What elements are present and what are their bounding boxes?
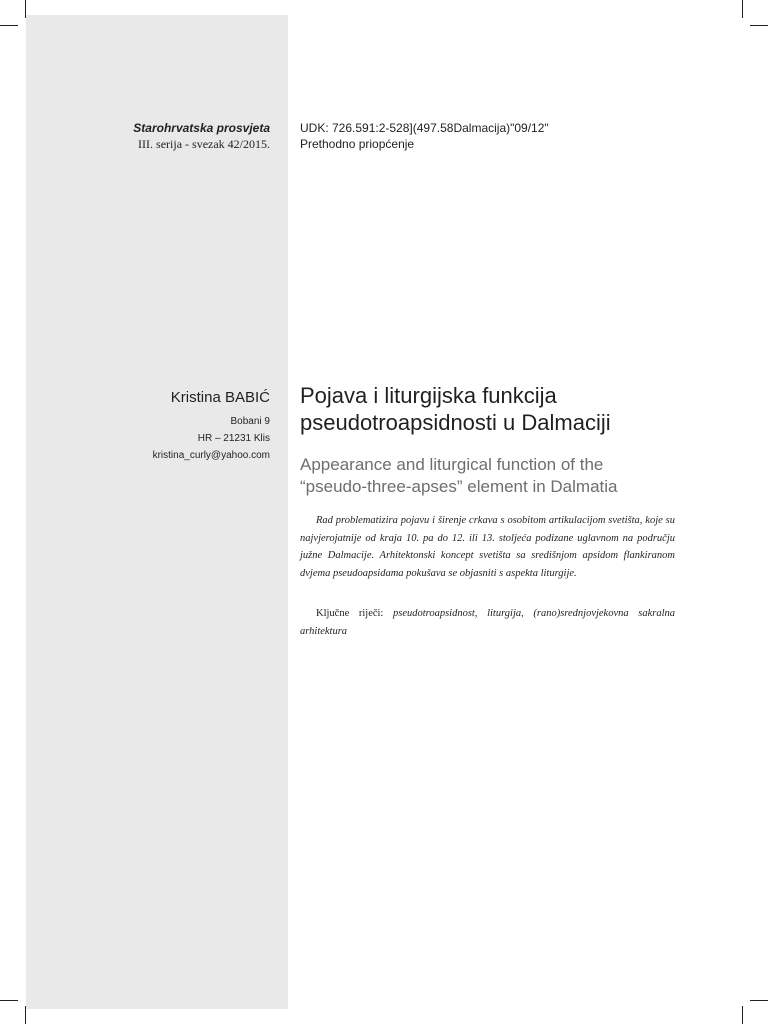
title-english [300,454,700,498]
title-english-line-2: “pseudo-three-apses” element in Dalmatia [300,477,618,496]
title-croatian-line-1: Pojava i liturgijska funkcija [300,383,557,408]
keywords [300,605,675,640]
crop-mark-left-top [0,25,18,26]
article-meta [300,120,549,152]
abstract-text: Rad problematizira pojavu i širenje crkava s osobitom artikulacijom svetišta, koje su najvjerojatnije od kraja 10. pa do 12. ili 13. stoljeća podizane uglavnom na području južne Dalmacije. Arhitektonski koncept svetišta sa središnjom apsidom flankiranom dvjema pseudoapsidama pokušava se objasniti s aspekta liturgije. [300,515,675,579]
journal-info [133,120,270,152]
title-croatian [300,382,700,436]
author-email: kristina_curly@yahoo.com [152,450,270,461]
crop-mark-right-bottom [750,1000,768,1001]
paper-type: Prethodno priopćenje [300,137,415,151]
crop-mark-left-bottom [0,1000,18,1001]
keywords-values: pseudotroapsidnost, liturgija, (rano)srednjovjekovna sakralna arhitektura [300,608,675,637]
crop-mark-right-top [750,25,768,26]
journal-series: III. serija - svezak 42/2015. [138,137,270,151]
crop-mark-top-right [742,0,743,18]
title-croatian-line-2: pseudotroapsidnosti u Dalmaciji [300,410,611,435]
udk-code: UDK: 726.591:2-528](497.58Dalmacija)"09/12" [300,121,549,135]
keywords-label: Ključne riječi: [316,608,384,619]
journal-name: Starohrvatska prosvjeta [133,121,270,135]
author-city: HR – 21231 Klis [197,433,270,444]
crop-mark-bottom-right [742,1006,743,1024]
sidebar-panel [26,15,288,1009]
title-english-line-1: Appearance and liturgical function of the [300,455,604,474]
author-street: Bobani 9 [230,416,270,427]
author-address [153,413,270,464]
author-name: Kristina BABIĆ [170,389,270,406]
author-block [153,388,270,464]
